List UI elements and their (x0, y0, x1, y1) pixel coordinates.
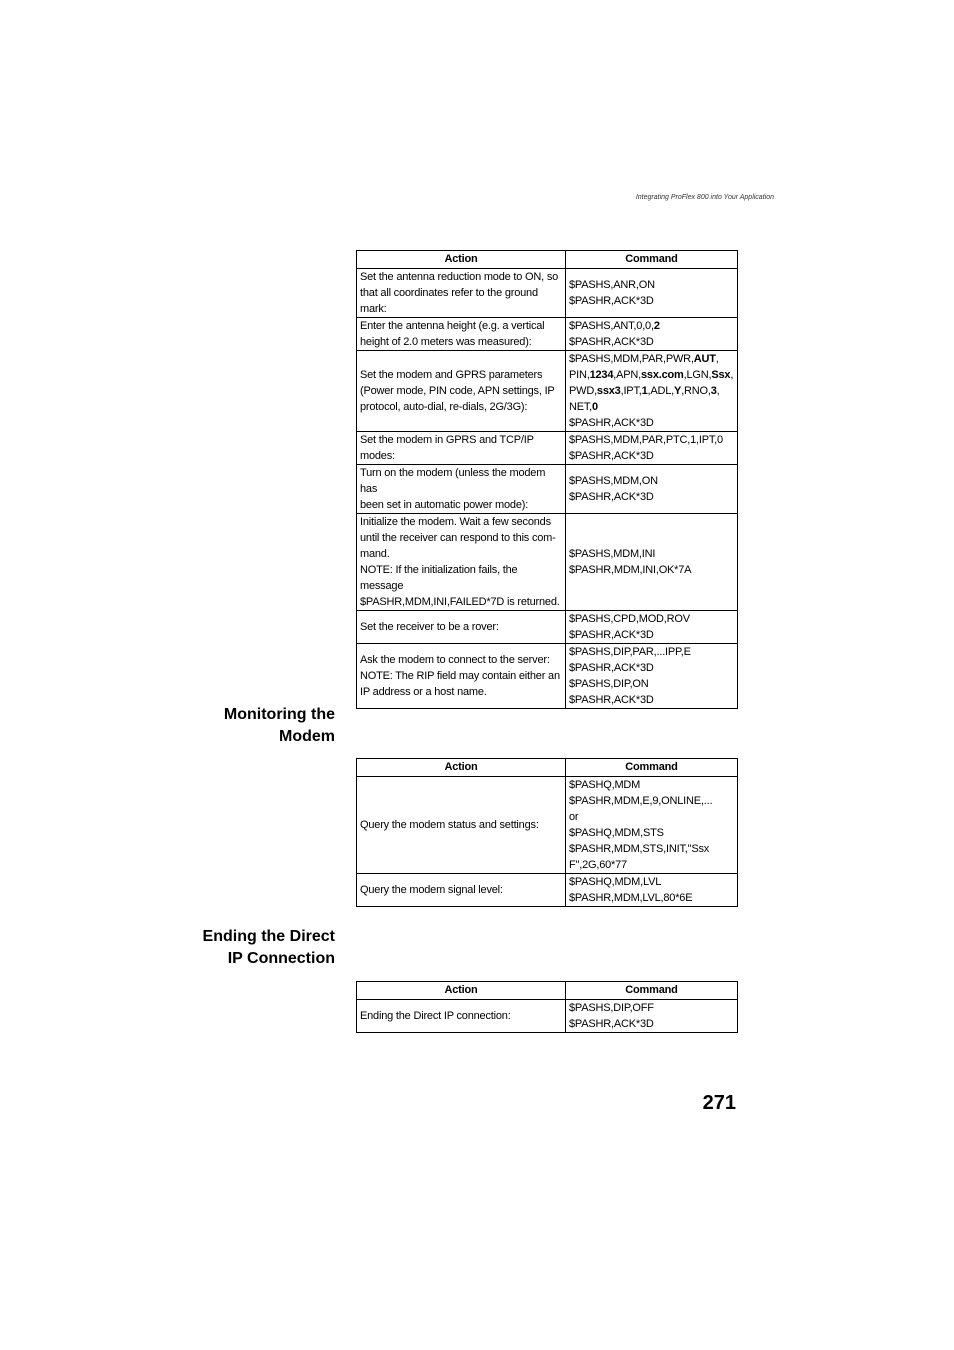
command-text: ,RNO, (681, 385, 711, 397)
table-row (357, 514, 738, 611)
command-text: $PASHR,ACK*3D (569, 662, 654, 674)
command-line (569, 448, 734, 464)
table-row (357, 777, 738, 874)
action-text: Turn on the modem (unless the modem has (360, 467, 546, 495)
command-parameter: 0 (592, 401, 598, 413)
command-text: $PASHR,ACK*3D (569, 336, 654, 348)
command-text: , (716, 385, 720, 397)
command-cell (566, 777, 738, 874)
command-line (569, 1016, 734, 1032)
command-text: $PASHS,DIP,PAR,...IPP,E (569, 646, 691, 658)
command-parameter: Y (674, 385, 682, 397)
action-text: mand. (360, 548, 390, 560)
command-text: $PASHS,CPD,MOD,ROV (569, 613, 690, 625)
action-cell (357, 777, 566, 874)
action-cell (357, 611, 566, 644)
command-text: $PASHR,MDM,INI,OK*7A (569, 564, 692, 576)
command-parameter: 1234 (589, 369, 614, 381)
command-text: $PASHS,DIP,ON (569, 678, 649, 690)
command-line (569, 857, 734, 873)
command-text: , (715, 353, 719, 365)
action-cell (357, 644, 566, 709)
command-line (569, 473, 734, 489)
command-parameter: 1 (641, 385, 648, 397)
action-text: Query the modem signal level: (360, 884, 503, 896)
command-line (569, 676, 734, 692)
command-text: $PASHR,MDM,LVL,80*6E (569, 892, 693, 904)
table-header-row (357, 982, 738, 1000)
command-text: $PASHR,ACK*3D (569, 450, 654, 462)
section-title-monitoring: Monitoring the Modem (223, 706, 335, 745)
command-line (569, 367, 734, 383)
command-cell (566, 514, 738, 611)
command-line (569, 334, 734, 350)
command-line (569, 627, 734, 643)
command-parameter: 3 (710, 385, 717, 397)
command-parameter: Ssx (711, 369, 731, 381)
table-row (357, 1000, 738, 1033)
command-text: $PASHS,DIP,OFF (569, 1002, 654, 1014)
command-text: $PASHS,MDM,PAR,PTC,1,IPT,0 (569, 434, 723, 446)
command-text: $PASHR,ACK*3D (569, 295, 654, 307)
action-text: IP address or a host name. (360, 686, 487, 698)
column-header-action: Action (357, 982, 566, 1000)
table-row (357, 644, 738, 709)
action-text: Set the modem in GPRS and TCP/IP (360, 434, 534, 446)
command-parameter: ssx.com (641, 369, 684, 381)
command-line (569, 841, 734, 857)
command-line (569, 489, 734, 505)
action-text: $PASHR,MDM,INI,FAILED*7D is returned. (360, 596, 560, 608)
command-text: $PASHS,ANR,ON (569, 279, 655, 291)
command-text: ,IPT, (620, 385, 642, 397)
command-text: F",2G,60*77 (569, 859, 627, 871)
action-text: modes: (360, 450, 395, 462)
command-text: $PASHQ,MDM (569, 779, 641, 791)
action-text: Set the antenna reduction mode to ON, so (360, 271, 559, 283)
command-cell (566, 269, 738, 318)
command-line (569, 890, 734, 906)
command-cell (566, 432, 738, 465)
command-line (569, 415, 734, 431)
action-cell (357, 874, 566, 907)
column-header-action: Action (357, 251, 566, 269)
command-line (569, 793, 734, 809)
action-text: protocol, auto-dial, re-dials, 2G/3G): (360, 401, 528, 413)
command-line (569, 383, 734, 399)
action-cell (357, 318, 566, 351)
action-cell (357, 269, 566, 318)
command-line (569, 546, 734, 562)
action-text: Ask the modem to connect to the server: (360, 654, 550, 666)
action-text: Set the receiver to be a rover: (360, 621, 499, 633)
command-line (569, 825, 734, 841)
action-cell (357, 351, 566, 432)
command-line (569, 293, 734, 309)
command-text: PIN, (569, 369, 590, 381)
command-parameter: 2 (653, 320, 660, 332)
command-text: $PASHR,MDM,E,9,ONLINE,... (569, 795, 713, 807)
section-title-ending: Ending the Direct IP Connection (202, 928, 335, 967)
command-line (569, 611, 734, 627)
command-line (569, 1000, 734, 1016)
command-line (569, 432, 734, 448)
table-header-row (357, 251, 738, 269)
action-text: Initialize the modem. Wait a few seconds (360, 516, 551, 528)
command-text: $PASHS,MDM,PAR,PWR, (569, 353, 694, 365)
running-header: Integrating ProFlex 800 into Your Application (635, 194, 774, 201)
command-cell (566, 1000, 738, 1033)
command-text: ,LGN, (683, 369, 712, 381)
command-text: ,ADL, (647, 385, 675, 397)
action-text: that all coordinates refer to the ground (360, 287, 538, 299)
command-text: , (730, 369, 734, 381)
action-cell (357, 1000, 566, 1033)
command-text: PWD, (569, 385, 597, 397)
command-cell (566, 351, 738, 432)
column-header-action: Action (357, 759, 566, 777)
command-text: $PASHR,ACK*3D (569, 417, 654, 429)
action-cell (357, 432, 566, 465)
table-row (357, 432, 738, 465)
table-header-row (357, 759, 738, 777)
command-line (569, 562, 734, 578)
page-number: 271 (702, 1092, 736, 1114)
command-text: ,APN, (613, 369, 641, 381)
table-row (357, 874, 738, 907)
command-line (569, 777, 734, 793)
command-line (569, 351, 734, 367)
command-text: $PASHS,ANT,0,0, (569, 320, 654, 332)
ending-connection-table (356, 981, 738, 1033)
action-text: NOTE: If the initialization fails, the message (360, 564, 518, 592)
monitoring-table (356, 758, 738, 907)
modem-setup-table (356, 250, 738, 709)
command-parameter: ssx3 (596, 385, 621, 397)
action-cell (357, 465, 566, 514)
action-text: mark: (360, 303, 387, 315)
command-text: $PASHR,ACK*3D (569, 491, 654, 503)
command-line (569, 277, 734, 293)
command-parameter: AUT (693, 353, 716, 365)
command-cell (566, 465, 738, 514)
column-header-command: Command (566, 982, 738, 1000)
action-text: Set the modem and GPRS parameters (360, 369, 543, 381)
command-cell (566, 874, 738, 907)
column-header-command: Command (566, 759, 738, 777)
action-text: (Power mode, PIN code, APN settings, IP (360, 385, 555, 397)
column-header-command: Command (566, 251, 738, 269)
command-line (569, 692, 734, 708)
command-line (569, 809, 734, 825)
command-text: NET, (569, 401, 593, 413)
action-text: NOTE: The RIP field may contain either an (360, 670, 560, 682)
command-text: $PASHS,MDM,ON (569, 475, 658, 487)
command-cell (566, 644, 738, 709)
command-text: $PASHQ,MDM,LVL (569, 876, 662, 888)
command-cell (566, 318, 738, 351)
command-text: $PASHR,ACK*3D (569, 629, 654, 641)
command-text: or (569, 811, 579, 823)
table-row (357, 611, 738, 644)
table-row (357, 318, 738, 351)
action-text: Enter the antenna height (e.g. a vertical (360, 320, 545, 332)
command-text: $PASHS,MDM,INI (569, 548, 656, 560)
command-text: $PASHR,ACK*3D (569, 1018, 654, 1030)
action-text: Ending the Direct IP connection: (360, 1010, 511, 1022)
command-text: $PASHR,ACK*3D (569, 694, 654, 706)
command-line (569, 644, 734, 660)
command-line (569, 399, 734, 415)
command-text: $PASHQ,MDM,STS (569, 827, 664, 839)
table-row (357, 465, 738, 514)
command-text: $PASHR,MDM,STS,INIT,"Ssx (569, 843, 710, 855)
action-text: height of 2.0 meters was measured): (360, 336, 532, 348)
command-line (569, 660, 734, 676)
action-cell (357, 514, 566, 611)
command-line (569, 318, 734, 334)
action-text: until the receiver can respond to this com- (360, 532, 556, 544)
command-line (569, 874, 734, 890)
command-cell (566, 611, 738, 644)
action-text: Query the modem status and settings: (360, 819, 539, 831)
action-text: been set in automatic power mode): (360, 499, 529, 511)
table-row (357, 351, 738, 432)
table-row (357, 269, 738, 318)
